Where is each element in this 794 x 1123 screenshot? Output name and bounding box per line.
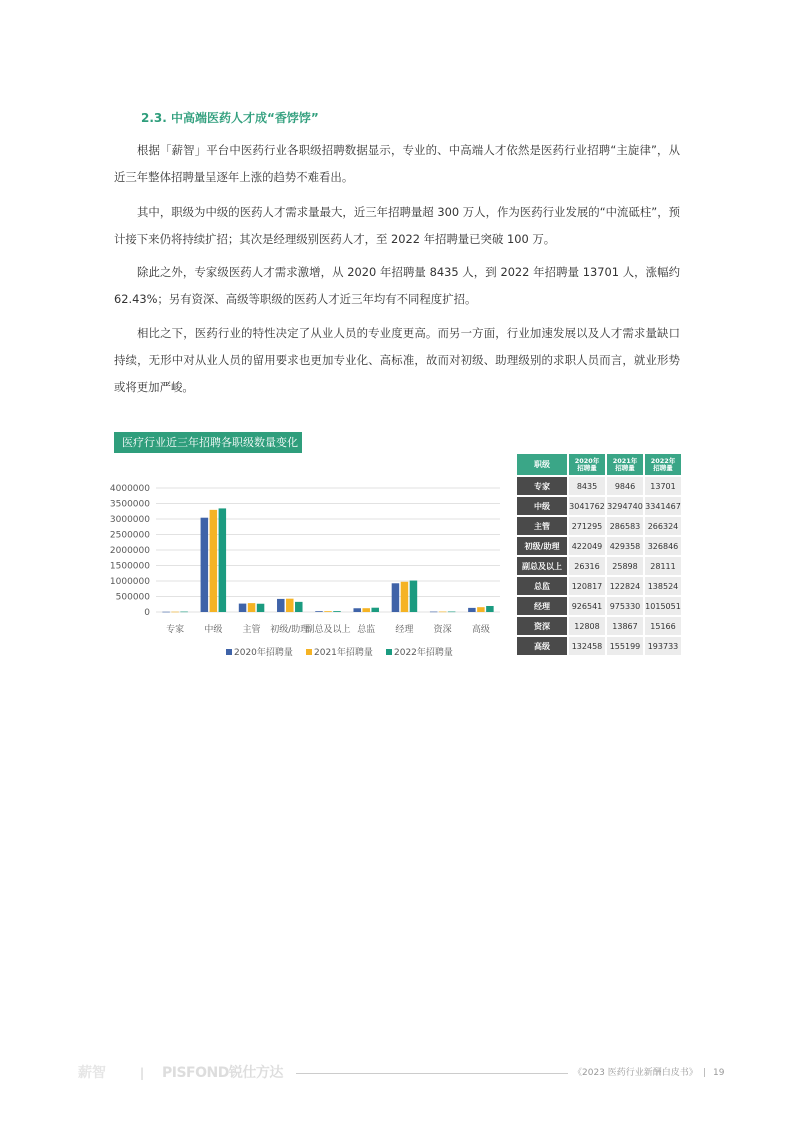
legend-swatch — [386, 649, 392, 655]
bar-chart — [110, 476, 505, 666]
table-cell-2021: 975330 — [607, 597, 643, 615]
y-tick-label: 3500000 — [110, 499, 150, 510]
table-cell-2021: 286583 — [607, 517, 643, 535]
x-tick-label: 副总及以上 — [305, 625, 351, 635]
legend-swatch — [306, 649, 312, 655]
bar — [410, 581, 418, 612]
table-cell-2022: 13701 — [645, 477, 681, 495]
y-tick-label: 1000000 — [110, 577, 150, 587]
table-cell-role: 总监 — [517, 577, 567, 595]
table-cell-role: 专家 — [517, 477, 567, 495]
x-tick-label: 中级 — [204, 625, 223, 635]
table-cell-role: 资深 — [517, 617, 567, 635]
table-cell-2020: 26316 — [569, 557, 605, 575]
table-row — [517, 557, 681, 575]
table-row — [517, 577, 681, 595]
page-footer — [78, 1064, 728, 1082]
bar — [210, 510, 218, 612]
table-header-2022 — [645, 454, 681, 475]
table-cell-2021: 429358 — [607, 537, 643, 555]
table-cell-2021: 155199 — [607, 637, 643, 655]
legend-label: 2020年招聘量 — [234, 648, 293, 658]
bar — [180, 612, 188, 613]
bar — [257, 604, 265, 612]
legend-label: 2022年招聘量 — [394, 648, 453, 658]
table-cell-2020: 120817 — [569, 577, 605, 595]
table-cell-2020: 3041762 — [569, 497, 605, 515]
table-header-2021-text: 2021年 招聘量 — [612, 456, 638, 472]
table-cell-2022: 266324 — [645, 517, 681, 535]
table-row — [517, 637, 681, 655]
table-cell-role: 副总及以上 — [517, 557, 567, 575]
table-cell-2022: 1015051 — [645, 597, 681, 615]
bar — [295, 602, 303, 612]
table-cell-role: 高级 — [517, 637, 567, 655]
table-row — [517, 617, 681, 635]
chart-title: 医疗行业近三年招聘各职级数量变化 — [114, 432, 302, 453]
table-cell-role: 初级/助理 — [517, 537, 567, 555]
bar — [219, 508, 227, 612]
xinzhi-logo: 薪智 — [78, 1065, 106, 1081]
table-cell-role: 经理 — [517, 597, 567, 615]
table-row — [517, 597, 681, 615]
table-header-row — [517, 454, 681, 475]
table-cell-2022: 193733 — [645, 637, 681, 655]
table-cell-2020: 926541 — [569, 597, 605, 615]
bar — [239, 604, 247, 612]
table-cell-2022: 15166 — [645, 617, 681, 635]
bar — [353, 608, 361, 612]
bar — [430, 612, 438, 613]
recruitment-table — [515, 452, 683, 657]
legend-label: 2021年招聘量 — [314, 648, 373, 658]
legend-swatch — [226, 649, 232, 655]
bar — [401, 582, 409, 612]
table-cell-2021: 3294740 — [607, 497, 643, 515]
x-tick-label: 总监 — [357, 625, 376, 635]
paragraph-1: 根据「薪智」平台中医药行业各职级招聘数据显示，专业的、中高端人才依然是医药行业招聘“主旋律”，从近三年整体招聘量呈逐年上涨的趋势不难看出。 — [114, 143, 680, 184]
x-tick-label: 初级/助理 — [270, 625, 310, 635]
bar — [171, 612, 179, 613]
x-tick-label: 专家 — [166, 625, 185, 635]
bar — [277, 599, 285, 612]
footer-separator: | — [140, 1066, 145, 1080]
x-tick-label: 高级 — [471, 625, 490, 635]
table-cell-2020: 12808 — [569, 617, 605, 635]
table-cell-2022: 28111 — [645, 557, 681, 575]
table-cell-2022: 326846 — [645, 537, 681, 555]
paragraph-3: 除此之外，专家级医药人才需求激增，从 2020 年招聘量 8435 人，到 2022 年招聘量 13701 人，涨幅约 62.43%；另有资深、高级等职级的医药人才近三年均有不同程度扩招。 — [114, 265, 680, 306]
table-cell-2021: 9846 — [607, 477, 643, 495]
bar — [468, 608, 476, 612]
bar — [333, 611, 341, 612]
table-cell-2021: 122824 — [607, 577, 643, 595]
table-cell-2022: 3341467 — [645, 497, 681, 515]
table-cell-2020: 271295 — [569, 517, 605, 535]
x-tick-label: 资深 — [433, 625, 452, 635]
y-tick-label: 1500000 — [110, 561, 150, 572]
y-tick-label: 4000000 — [110, 484, 150, 494]
table-header-2022-text: 2022年 招聘量 — [650, 456, 676, 472]
pisfond-logo: PISFOND锐仕方达 — [162, 1065, 283, 1081]
table-row — [517, 517, 681, 535]
page-separator: | — [703, 1068, 707, 1078]
table-header-2021 — [607, 454, 643, 475]
bar — [392, 583, 400, 612]
table-header-2020 — [569, 454, 605, 475]
bar — [486, 606, 494, 612]
table-cell-2022: 138524 — [645, 577, 681, 595]
y-tick-label: 2000000 — [110, 546, 150, 556]
bar — [201, 518, 209, 612]
table-cell-2021: 13867 — [607, 617, 643, 635]
bar — [439, 612, 447, 613]
bar — [324, 611, 332, 612]
page-number: 19 — [713, 1068, 725, 1078]
table-row — [517, 477, 681, 495]
bar — [371, 608, 379, 612]
table-header-2020-text: 2020年 招聘量 — [574, 456, 600, 472]
document-title: 《2023 医药行业新酬白皮书》 — [573, 1068, 698, 1078]
y-tick-label: 3000000 — [110, 515, 150, 525]
bar — [162, 612, 170, 613]
bar — [286, 599, 294, 612]
table-row — [517, 497, 681, 515]
table-cell-2021: 25898 — [607, 557, 643, 575]
table-header-role: 职级 — [517, 454, 567, 475]
bar — [362, 608, 370, 612]
bar — [477, 607, 485, 612]
paragraph-2: 其中，职级为中级的医药人才需求量最大，近三年招聘量超 300 万人，作为医药行业发展的“中流砥柱”，预计接下来仍将持续扩招；其次是经理级别医药人才，至 2022 年招聘量已突破 100 万。 — [114, 205, 680, 246]
section-heading: 2.3. 中高端医药人才成“香饽饽” — [141, 111, 319, 125]
table-cell-2020: 422049 — [569, 537, 605, 555]
table-cell-2020: 132458 — [569, 637, 605, 655]
bar — [315, 611, 323, 612]
table-cell-role: 主管 — [517, 517, 567, 535]
y-tick-label: 0 — [144, 608, 150, 618]
paragraph-4: 相比之下，医药行业的特性决定了从业人员的专业度更高。而另一方面，行业加速发展以及人才需求量缺口持续，无形中对从业人员的留用要求也更加专业化、高标准，故而对初级、助理级别的求职人员而言，就业形势或将更加严峻。 — [114, 326, 680, 394]
table-cell-role: 中级 — [517, 497, 567, 515]
footer-rule — [296, 1073, 568, 1074]
y-tick-label: 2500000 — [110, 530, 150, 541]
x-tick-label: 主管 — [242, 625, 261, 635]
table-row — [517, 537, 681, 555]
x-tick-label: 经理 — [395, 625, 414, 635]
table-cell-2020: 8435 — [569, 477, 605, 495]
y-tick-label: 500000 — [115, 592, 150, 603]
bar — [248, 603, 256, 612]
bar — [448, 612, 456, 613]
